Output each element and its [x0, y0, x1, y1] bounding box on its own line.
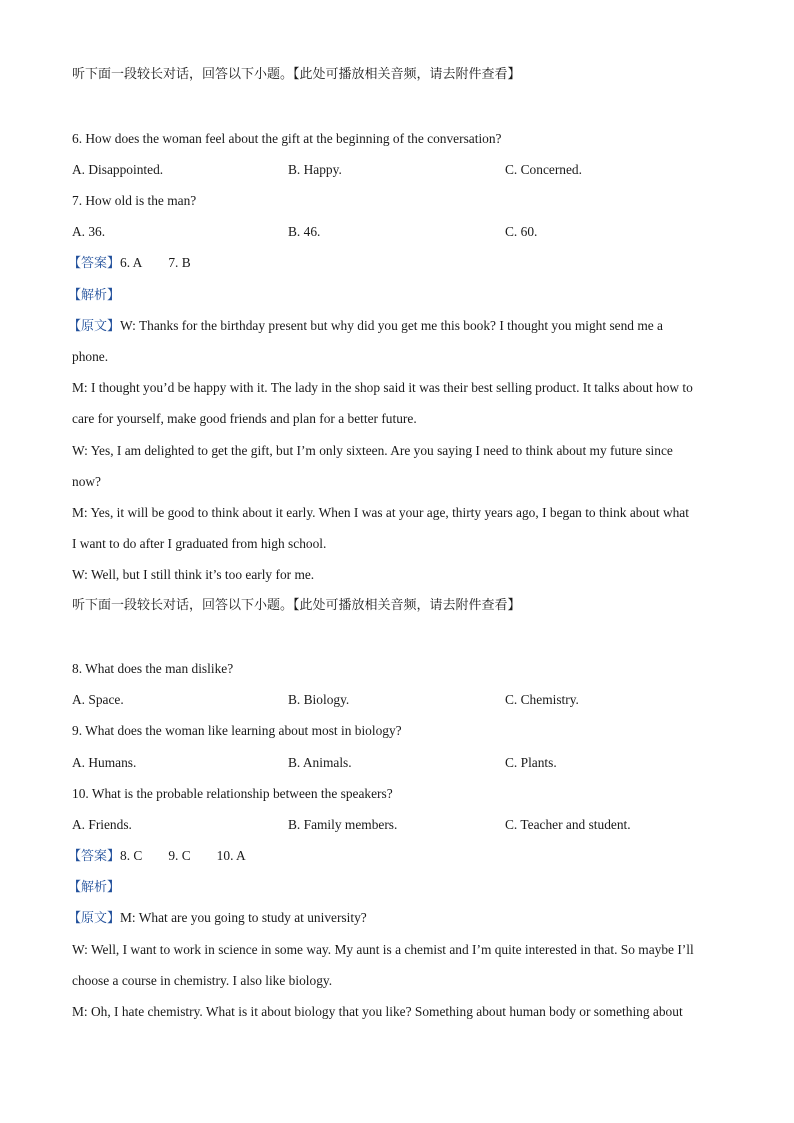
transcript-line: M: I thought you’d be happy with it. The lady in the shop said it was their best selling product. It talks about how to [72, 380, 693, 395]
listening-instruction: 听下面一段较长对话，回答以下小题。【此处可播放相关音频，请去附件查看】 [72, 67, 521, 82]
original-tag: 【原文】 [68, 911, 121, 926]
q6-option-c: C. Concerned. [505, 162, 582, 177]
answer-row [68, 847, 246, 866]
q8-option-a: A. Space. [72, 692, 124, 707]
q9-option-b: B. Animals. [288, 755, 352, 770]
question-9: 9. What does the woman like learning about most in biology? [72, 723, 402, 738]
analysis-heading: 【解析】 [68, 288, 121, 303]
transcript-line: W: Well, I want to work in science in some way. My aunt is a chemist and I’m quite interested in that. So maybe I’ll [72, 942, 694, 957]
original-tag: 【原文】 [68, 319, 121, 334]
question-7: 7. How old is the man? [72, 193, 197, 208]
transcript-line: I want to do after I graduated from high school. [72, 536, 327, 551]
transcript-line: phone. [72, 349, 109, 364]
answer-row [68, 254, 191, 273]
answer-tag: 【答案】 [68, 849, 121, 864]
q10-option-b: B. Family members. [288, 817, 398, 832]
analysis-heading: 【解析】 [68, 880, 121, 895]
q7-option-c: C. 60. [505, 224, 538, 239]
transcript-line: 【原文】M: What are you going to study at university? [68, 910, 367, 926]
answer-item: 9. C [168, 848, 191, 863]
q10-option-c: C. Teacher and student. [505, 817, 631, 832]
transcript-line: W: Yes, I am delighted to get the gift, but I’m only sixteen. Are you saying I need to think about my future since [72, 443, 673, 458]
transcript-line: 【原文】W: Thanks for the birthday present but why did you get me this book? I thought you might send me a [68, 318, 663, 334]
q9-option-c: C. Plants. [505, 755, 557, 770]
q6-option-a: A. Disappointed. [72, 162, 164, 177]
answer-item: 10. A [216, 848, 246, 863]
transcript-line: choose a course in chemistry. I also like biology. [72, 973, 333, 988]
question-8: 8. What does the man dislike? [72, 661, 234, 676]
transcript-line: care for yourself, make good friends and plan for a better future. [72, 411, 417, 426]
question-10: 10. What is the probable relationship between the speakers? [72, 786, 393, 801]
answer-item: 6. A [120, 255, 143, 270]
q8-option-b: B. Biology. [288, 692, 350, 707]
answer-item: 8. C [120, 848, 143, 863]
answer-item: 7. B [168, 255, 191, 270]
q10-option-a: A. Friends. [72, 817, 132, 832]
transcript-line: now? [72, 474, 102, 489]
listening-instruction: 听下面一段较长对话，回答以下小题。【此处可播放相关音频，请去附件查看】 [72, 598, 521, 613]
transcript-line: W: Well, but I still think it’s too early for me. [72, 567, 315, 582]
question-6: 6. How does the woman feel about the gift at the beginning of the conversation? [72, 131, 502, 146]
q7-option-b: B. 46. [288, 224, 321, 239]
q6-option-b: B. Happy. [288, 162, 342, 177]
q8-option-c: C. Chemistry. [505, 692, 579, 707]
q7-option-a: A. 36. [72, 224, 106, 239]
answer-tag: 【答案】 [68, 256, 121, 271]
q9-option-a: A. Humans. [72, 755, 137, 770]
transcript-line: M: Yes, it will be good to think about it early. When I was at your age, thirty years ago, I began to think about what [72, 505, 689, 520]
transcript-line: M: Oh, I hate chemistry. What is it about biology that you like? Something about human body or something about [72, 1004, 683, 1019]
